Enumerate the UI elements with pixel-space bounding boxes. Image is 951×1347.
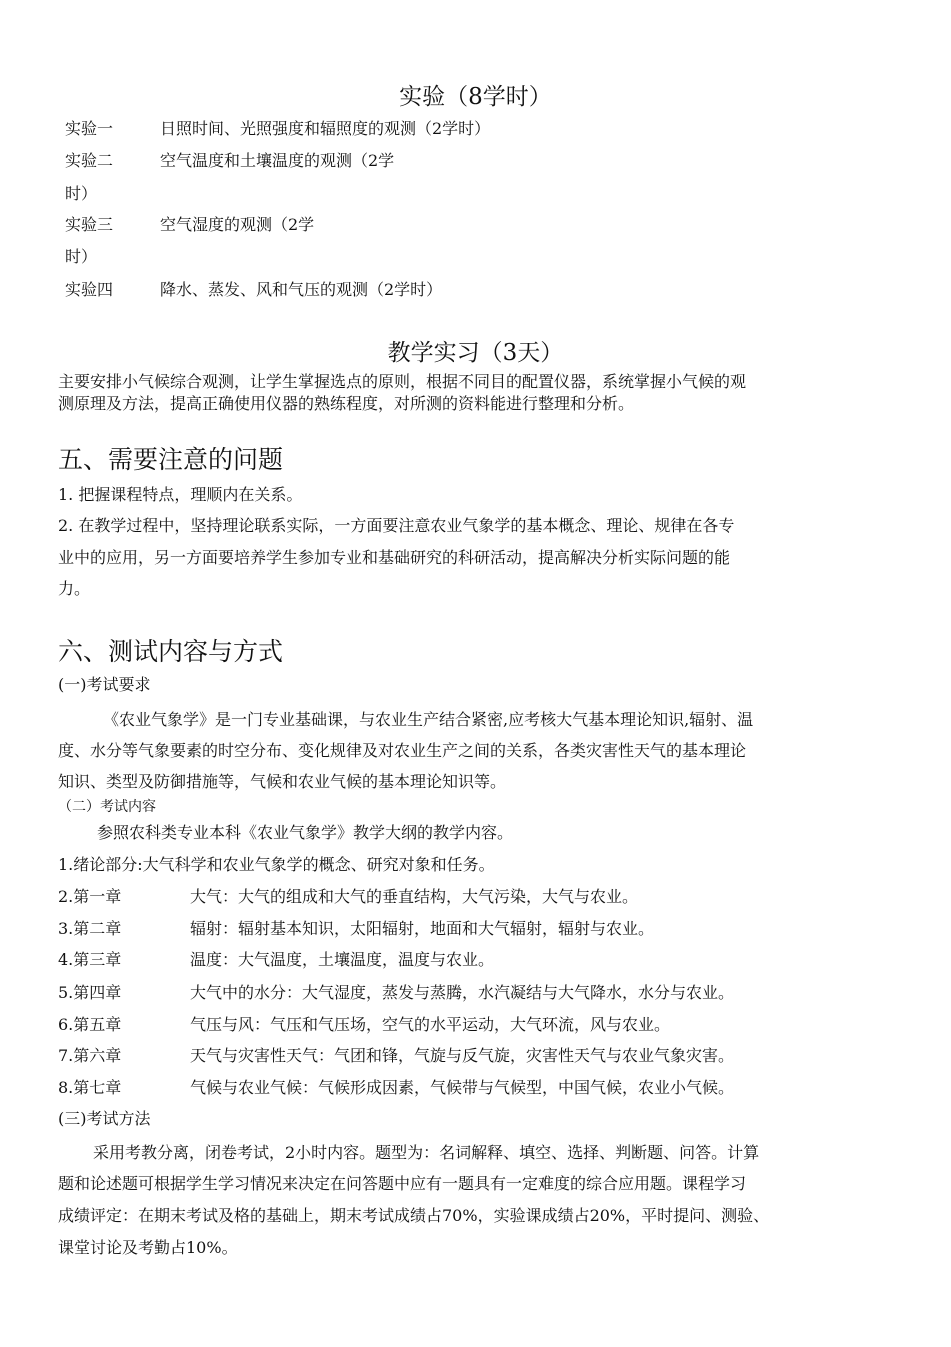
- chapter-text: 大气中的水分：大气湿度，蒸发与蒸腾，水汽凝结与大气降水，水分与农业。: [190, 983, 735, 1002]
- experiment-3-label: 实验三: [65, 215, 114, 234]
- chapter-text: 辐射：辐射基本知识，太阳辐射，地面和大气辐射，辐射与农业。: [190, 919, 655, 938]
- experiment-1-label: 实验一: [65, 119, 114, 138]
- exam-content-item-1: 1.绪论部分:大气科学和农业气象学的概念、研究对象和任务。: [58, 855, 495, 874]
- chapter-label: 3.第二章: [58, 919, 122, 938]
- experiment-2-wrap: 时）: [65, 184, 98, 203]
- chapter-label: 5.第四章: [58, 983, 122, 1002]
- experiment-3-wrap: 时）: [65, 247, 98, 266]
- exam-method-line-4: 课堂讨论及考勤占10%。: [58, 1238, 238, 1257]
- chapter-label: 7.第六章: [58, 1046, 122, 1065]
- experiment-2-text: 空气温度和土壤温度的观测（2学: [160, 151, 395, 170]
- section5-heading: 五、需要注意的问题: [58, 445, 284, 474]
- experiment-4-text: 降水、蒸发、风和气压的观测（2学时）: [160, 280, 443, 299]
- experiment-3-text: 空气湿度的观测（2学: [160, 215, 315, 234]
- experiment-2-label: 实验二: [65, 151, 114, 170]
- practice-line-2: 测原理及方法，提高正确使用仪器的熟练程度，对所测的资料能进行整理和分析。: [58, 394, 635, 413]
- practice-line-1: 主要安排小气候综合观测，让学生掌握选点的原则，根据不同目的配置仪器，系统掌握小气候的观: [58, 372, 747, 391]
- exam-method-line-1: 采用考教分离，闭卷考试，2小时内容。题型为：名词解释、填空、选择、判断题、问答。计算: [93, 1143, 760, 1162]
- section5-item-2-line-3: 力。: [58, 579, 91, 598]
- section5-item-2-line-2: 业中的应用，另一方面要培养学生参加专业和基础研究的科研活动，提高解决分析实际问题的能: [58, 548, 731, 567]
- chapter-text: 气候与农业气候：气候形成因素，气候带与气候型，中国气候，农业小气候。: [190, 1078, 735, 1097]
- experiment-1-text: 日照时间、光照强度和辐照度的观测（2学时）: [160, 119, 491, 138]
- exam-requirements-line-3: 知识、类型及防御措施等，气候和农业气候的基本理论知识等。: [58, 772, 507, 791]
- practice-heading: 教学实习（3天）: [387, 340, 564, 366]
- experiments-heading: 实验（8学时）: [399, 84, 552, 110]
- exam-requirements-line-2: 度、水分等气象要素的时空分布、变化规律及对农业生产之间的关系，各类灾害性天气的基本理论: [58, 741, 747, 760]
- chapter-text: 大气：大气的组成和大气的垂直结构，大气污染，大气与农业。: [190, 887, 639, 906]
- chapter-label: 8.第七章: [58, 1078, 122, 1097]
- chapter-label: 4.第三章: [58, 950, 122, 969]
- exam-content-intro: 参照农科类专业本科《农业气象学》教学大纲的教学内容。: [97, 823, 514, 842]
- chapter-label: 2.第一章: [58, 887, 122, 906]
- exam-method-line-3: 成绩评定：在期末考试及格的基础上，期末考试成绩占70%，实验课成绩占20%，平时提问、测验、: [58, 1206, 770, 1225]
- exam-method-heading: (三)考试方法: [58, 1109, 151, 1128]
- section5-item-1: 1. 把握课程特点，理顺内在关系。: [58, 485, 303, 504]
- exam-method-line-2: 题和论述题可根据学生学习情况来决定在问答题中应有一题具有一定难度的综合应用题。课程学习: [58, 1174, 747, 1193]
- exam-requirements-heading: (一)考试要求: [58, 675, 151, 694]
- chapter-label: 6.第五章: [58, 1015, 122, 1034]
- exam-content-heading: （二）考试内容: [58, 799, 156, 815]
- chapter-text: 气压与风：气压和气压场，空气的水平运动，大气环流，风与农业。: [190, 1015, 671, 1034]
- section5-item-2-line-1: 2. 在教学过程中，坚持理论联系实际，一方面要注意农业气象学的基本概念、理论、规律在各专: [58, 516, 735, 535]
- chapter-text: 天气与灾害性天气：气团和锋，气旋与反气旋，灾害性天气与农业气象灾害。: [190, 1046, 735, 1065]
- experiment-4-label: 实验四: [65, 280, 114, 299]
- chapter-text: 温度：大气温度，土壤温度，温度与农业。: [190, 950, 495, 969]
- exam-requirements-line-1: 《农业气象学》是一门专业基础课，与农业生产结合紧密,应考核大气基本理论知识,辐射、温: [103, 710, 754, 729]
- section6-heading: 六、测试内容与方式: [58, 637, 284, 666]
